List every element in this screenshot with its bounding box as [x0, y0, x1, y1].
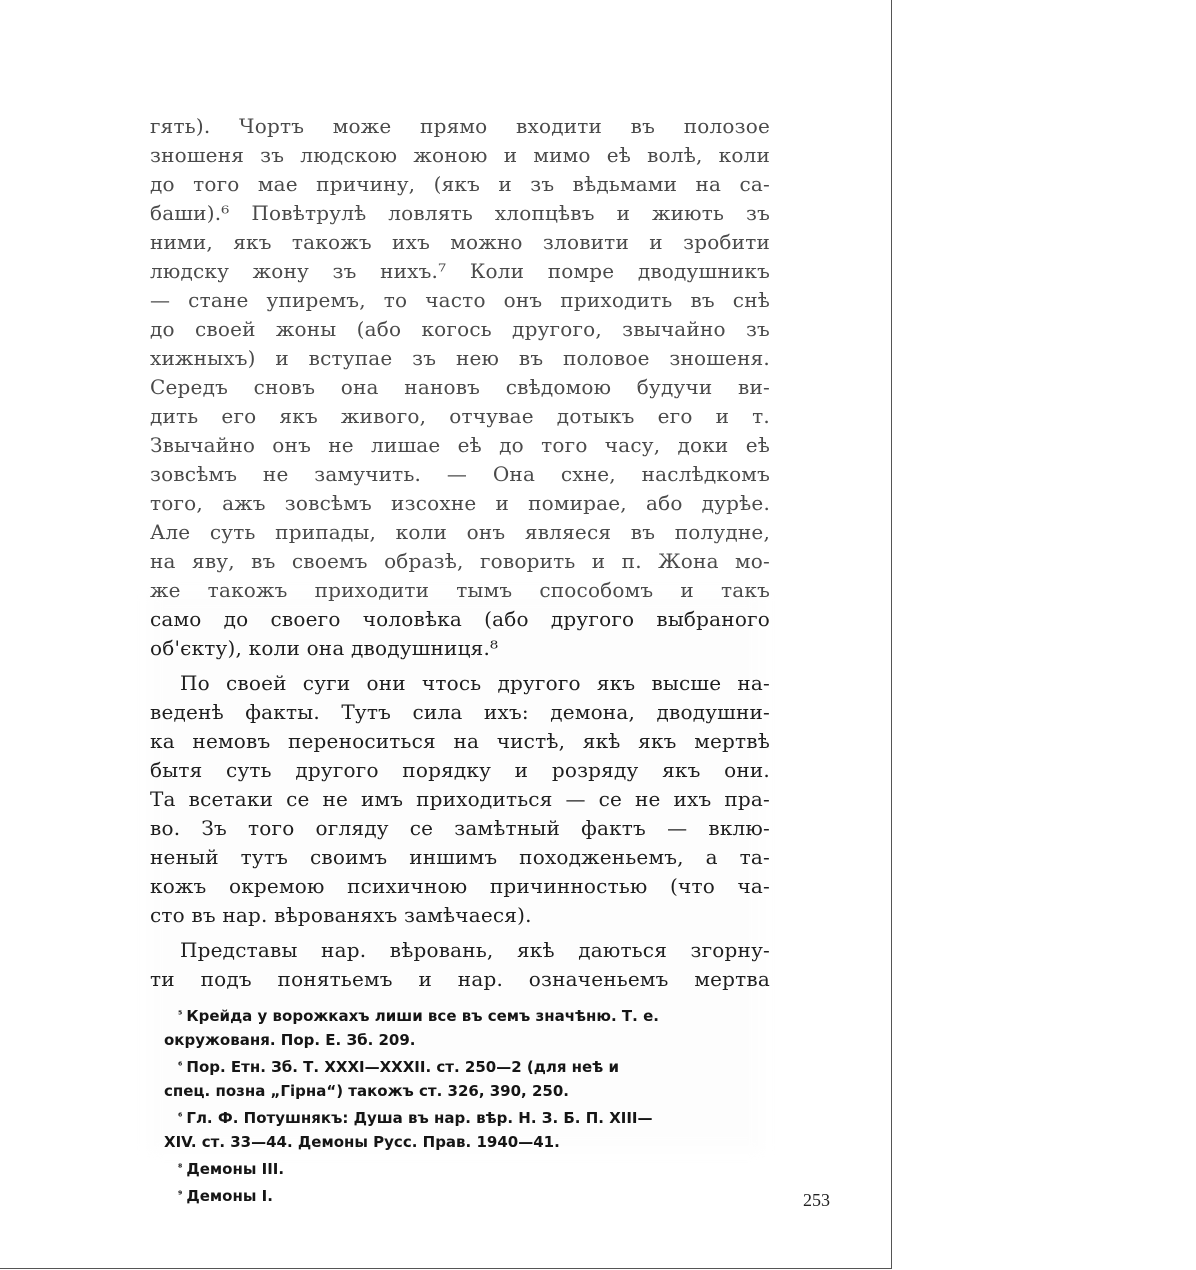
text-line: — стане упиремъ, то часто онъ приходить въ снѣ — [150, 288, 770, 312]
text-line: Представы нар. вѣровань, якѣ даються згорну- — [180, 938, 770, 962]
footnote — [164, 1055, 770, 1103]
footnote — [178, 1184, 770, 1208]
footnote-text: спец. позна „Гірна“) такожъ ст. 326, 390, 250. — [164, 1082, 569, 1100]
text-line: дить его якъ живого, отчувае дотыкъ его и т. — [150, 404, 770, 428]
text-line: кожъ окремою психичною причинностью (что ча- — [150, 874, 770, 898]
footnote-text: Демоны III. — [186, 1160, 285, 1178]
footnote-mark: ⁶ — [178, 1061, 183, 1072]
footnote — [164, 1004, 770, 1052]
text-line: Та всетаки се не имъ приходиться — се не ихъ пра- — [150, 787, 770, 811]
text-line: того, ажъ зовсѣмъ изсохне и помирае, або дурѣе. — [150, 491, 770, 515]
text-line: сто въ нар. вѣрованяхъ замѣчаеся). — [150, 903, 532, 927]
footnote — [164, 1106, 770, 1154]
text-line: ними, якъ такожъ ихъ можно зловити и зробити — [150, 230, 770, 254]
text-line: до своей жоны (або когось другого, звычайно зъ — [150, 317, 770, 341]
footnote-text: Крейда у ворожкахъ лиши все въ семъ значѣню. Т. е. — [186, 1007, 659, 1025]
footnote-text: Гл. Ф. Потушнякъ: Душа въ нар. вѣр. Н. З. Б. П. XIII— — [186, 1109, 653, 1127]
text-line: на яву, въ своемъ образѣ, говорить и п. Жона мо- — [150, 549, 770, 573]
text-line: неный тутъ своимъ иншимъ походженьемъ, а та- — [150, 845, 770, 869]
text-line: до того мае причину, (якъ и зъ вѣдьмами на са- — [150, 172, 770, 196]
footnotes — [150, 1004, 770, 1208]
text-line: само до своего чоловѣка (або другого выбраного — [150, 607, 770, 631]
footnote-text: Пор. Етн. Зб. Т. XXXI—XXXII. ст. 250—2 (для неѣ и — [186, 1058, 619, 1076]
text-line: Середъ сновъ она нановъ свѣдомою будучи ви- — [150, 375, 770, 399]
text-line: баши).⁶ Повѣтрулѣ ловлять хлопцѣвъ и жиють зъ — [150, 201, 770, 225]
text-line: об'єкту), коли она дводушниця.⁸ — [150, 636, 499, 660]
text-line: зношеня зъ людскою жоною и мимо еѣ волѣ, коли — [150, 143, 770, 167]
footnote-text: Демоны I. — [186, 1187, 273, 1205]
text-line: зовсѣмъ не замучить. — Она схне, наслѣдкомъ — [150, 462, 770, 486]
page-number: 253 — [803, 1190, 830, 1210]
paragraph-1 — [150, 112, 770, 605]
text-line: ти подъ понятьемъ и нар. означеньемъ мертва — [150, 967, 770, 991]
text-line: во. Зъ того огляду се замѣтный фактъ — вклю- — [150, 816, 770, 840]
scanned-page-text — [150, 112, 770, 1205]
paragraph-2 — [150, 669, 770, 930]
text-line: веденѣ факты. Тутъ сила ихъ: демона, дводушни- — [150, 700, 770, 724]
main-text — [150, 112, 770, 994]
text-line: Звычайно онъ не лишае еѣ до того часу, доки еѣ — [150, 433, 770, 457]
footnote-text: XIV. ст. 33—44. Демоны Русс. Прав. 1940—41. — [164, 1133, 560, 1151]
footnote-mark: ⁸ — [178, 1163, 183, 1174]
text-line: ка немовъ переноситься на чистѣ, якѣ якъ мертвѣ — [150, 729, 770, 753]
footnote-text: окружованя. Пор. Е. Зб. 209. — [164, 1031, 416, 1049]
paragraph-3 — [150, 936, 770, 994]
footnote — [178, 1157, 770, 1181]
text-line: гять). Чортъ може прямо входити въ полозое — [150, 114, 770, 138]
footnote-mark: ⁹ — [178, 1190, 183, 1201]
text-line: бытя суть другого порядку и розряду якъ они. — [150, 758, 770, 782]
footnote-mark: ⁵ — [178, 1010, 183, 1021]
paragraph-1-continued — [150, 605, 770, 663]
text-line: же такожъ приходити тымъ способомъ и такъ — [150, 578, 770, 602]
text-line: Але суть припады, коли онъ являеся въ полудне, — [150, 520, 770, 544]
footnote-mark: ⁶ — [178, 1112, 183, 1123]
text-line: По своей суги они чтось другого якъ высше на- — [180, 671, 770, 695]
text-line: людску жону зъ нихъ.⁷ Коли помре дводушникъ — [150, 259, 770, 283]
text-line: хижныхъ) и вступае зъ нею въ половое зношеня. — [150, 346, 770, 370]
